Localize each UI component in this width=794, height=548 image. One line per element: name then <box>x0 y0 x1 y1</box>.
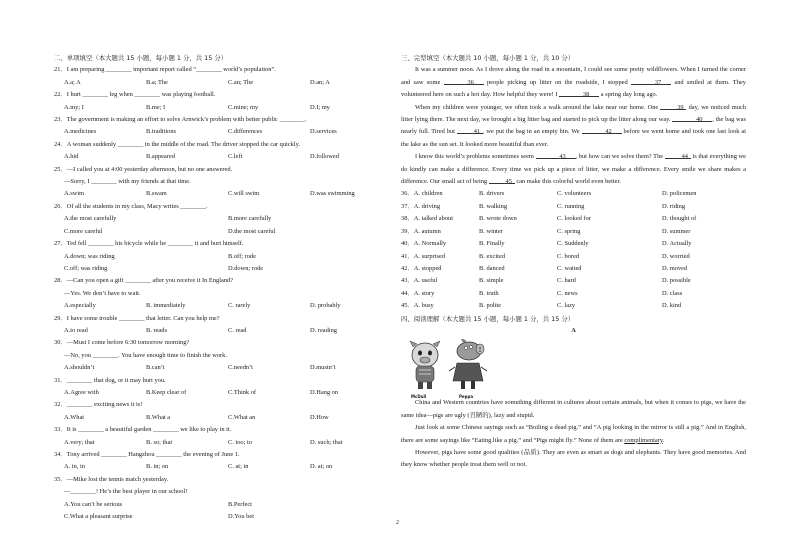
peppa-picture <box>449 339 487 391</box>
cloze-option-row <box>401 226 746 238</box>
cloze-option: D. summer <box>662 227 691 235</box>
mcdull-picture <box>407 339 443 391</box>
option: D.was swimming <box>310 190 355 198</box>
blank-41: 41 <box>457 126 483 134</box>
question-stem: 26．Of all the students in my class, Macy writes ________. <box>54 202 208 210</box>
cloze-option: 45．A. busy <box>401 302 434 310</box>
cloze-option: B. winter <box>479 227 503 235</box>
option: B.can’t <box>146 364 165 372</box>
option: A.What <box>64 413 85 421</box>
cloze-option: B. drivers <box>479 190 505 198</box>
option-row <box>54 251 392 263</box>
option: C.needn’t <box>228 364 253 372</box>
cloze-option: C. lazy <box>557 302 576 310</box>
cloze-paragraph-2: When my children were younger, we often took a walk around the lake near our home. One 39 day, we noticed much litter lying there. The next day, we brought a big litter bag and started to pick up the litter along our way. 40 , the bag was nearly full. Tired but 41 , we put the bag in an empty bin. We 42 before we went home and took one last look at the lake as the sun set. It looked more beautiful than ever. <box>401 103 747 148</box>
option-row <box>54 412 392 424</box>
question-stem: 21．I am preparing ________ important report called “________ world’s population”. <box>54 66 276 74</box>
option: A.my; I <box>64 103 84 111</box>
option: A.a; A <box>64 78 81 86</box>
cloze-option: D. riding <box>662 202 686 210</box>
cloze-option: 36．A. children <box>401 190 443 198</box>
option: C.more careful <box>64 227 103 235</box>
question-stem-reply: —________! He’s the best player in our school! <box>64 488 188 496</box>
option-row <box>54 151 392 163</box>
question-stem: 25．—I called you at 4:00 yesterday afternoon, but no one answered. <box>54 165 233 173</box>
cloze-option: 40．A. Normally <box>401 240 447 248</box>
cloze-option: 44．A. story <box>401 289 435 297</box>
option: B. in; on <box>146 463 169 471</box>
option: A.swim <box>64 190 85 198</box>
cloze-paragraph-1: It was a summer noon. As I drove along the road in a mountain, I could see some pretty wildflowers. When I turned the corner and saw some 36 people picking up litter on the roadside, I stopped 37 and smiled at them. They volunteered here on such a hot day. How helpful they were! I 38 a spring day long ago. <box>401 66 746 99</box>
question-stem: 24．A woman suddenly ________ in the middle of the road. The driver stopped the car quickly. <box>54 140 300 148</box>
option: C.What an <box>228 413 256 421</box>
option: B.swam <box>146 190 167 198</box>
question-stem: 22．I hurt ________ leg when ________ was playing football. <box>54 91 216 99</box>
cloze-option: D. Actually <box>662 240 692 248</box>
single-choice-section <box>54 52 392 523</box>
cloze-option: 37．A. driving <box>401 202 441 210</box>
option-row <box>54 511 392 523</box>
cloze-option-row <box>401 213 746 225</box>
blank-43: 43 <box>536 151 576 159</box>
cartoon-pictures <box>401 339 746 400</box>
question-stem: 23．The government is making an effort to solve Arnwick’s problem with better public ________. <box>54 116 307 124</box>
option: C. rarely <box>228 302 251 310</box>
reading-paragraph-2: Just look at some Chinese sayings such as “Boiling a dead pig.” and “A pig looking in the mirror is still a pig.” And in English, there are some sayings like “Eating like a pig.” and “Pigs might fly.” None of them are complimentary. <box>401 424 746 444</box>
option: B.a; The <box>146 78 168 86</box>
option: D. probably <box>310 302 341 310</box>
option: D.the most careful <box>228 227 276 235</box>
option-row <box>54 387 392 399</box>
cloze-option-row <box>401 238 746 250</box>
cloze-option: B. polite <box>479 302 502 310</box>
cloze-option: B. wrote down <box>479 215 517 223</box>
underlined-word: complimentary <box>624 436 663 444</box>
question-stem: 35．—Mike lost the tennis match yesterday. <box>54 475 169 483</box>
option: A.to read <box>64 326 88 334</box>
cloze-option: B. walking <box>479 202 508 210</box>
option: B. immediately <box>146 302 186 310</box>
blank-36: 36 <box>444 77 484 85</box>
option: B. so; that <box>146 438 173 446</box>
question-stem: 30．—Must I come before 6:30 tomorrow morning? <box>54 339 190 347</box>
cloze-option: D. moved <box>662 264 688 272</box>
option: C.mine; my <box>228 103 259 111</box>
cloze-option: B. truth <box>479 289 499 297</box>
cloze-option: D. policemen <box>662 190 697 198</box>
option: B.Keep clear of <box>146 388 187 396</box>
cloze-option: B. danced <box>479 264 505 272</box>
cloze-paragraph-3: I know this world’s problems sometimes seem 43 , but how can we solve them? The 44 is that everything we do kindly can make a difference. Every time we pick up a piece of litter, we make a difference. Every smile we share makes a difference. Our small act of being 45 can make this colorful world even better. <box>401 153 746 186</box>
cloze-option: 42．A. stopped <box>401 264 442 272</box>
option-row <box>54 188 392 200</box>
cloze-option: C. running <box>557 202 585 210</box>
blank-38: 38 <box>559 89 599 97</box>
option: A.the most carefully <box>64 215 117 223</box>
option: B.me; I <box>146 103 166 111</box>
cloze-option-row <box>401 300 746 312</box>
option-row <box>54 437 392 449</box>
cloze-option: C. volunteers <box>557 190 592 198</box>
cloze-option: C. waited <box>557 264 582 272</box>
option: A.You can’t be serious <box>64 500 123 508</box>
option: D.Hang on <box>310 388 339 396</box>
cloze-option: C. bored <box>557 252 580 260</box>
blank-40: 40 <box>672 114 712 122</box>
option: C. read <box>228 326 247 334</box>
option: C.off; was riding <box>64 264 108 272</box>
option: D. such; that <box>310 438 343 446</box>
option: D.followed <box>310 153 339 161</box>
option: D.mustn’t <box>310 364 336 372</box>
blank-37: 37 <box>631 77 671 85</box>
cloze-option: C. spring <box>557 227 581 235</box>
option-row <box>54 499 392 511</box>
cloze-option: D. possible <box>662 277 691 285</box>
cloze-option: 43．A. useful <box>401 277 438 285</box>
mcdull-label: McDull <box>411 394 427 400</box>
option-row <box>54 213 392 225</box>
option: D.How <box>310 413 329 421</box>
option: D.down; rode <box>228 264 264 272</box>
option: B.more carefully <box>228 215 272 223</box>
reading-paragraph-1: China and Western countries have something different in cultures about certain animals, but when it comes to pigs, we have the same idea—pigs are ugly (丑陋的), lazy and stupid. <box>401 399 746 419</box>
option: B.off; rode <box>228 252 256 260</box>
cloze-option: B. excited <box>479 252 505 260</box>
option-row <box>54 325 392 337</box>
question-stem: 28．—Can you open a gift ________ after you receive it In England? <box>54 277 234 285</box>
cloze-option: 38．A. talked about <box>401 215 454 223</box>
question-stem: 34．Tony arrived ________ Hangzhou ________ the evening of June 1. <box>54 451 240 458</box>
peppa-label: Peppa <box>459 394 474 400</box>
cloze-option: C. news <box>557 289 578 297</box>
option: B.What a <box>146 413 171 421</box>
option: C.an; The <box>228 78 254 86</box>
option: B.Perfect <box>228 500 252 508</box>
cloze-option-row <box>401 263 746 275</box>
cloze-option: D. worried <box>662 252 690 260</box>
option: B. reads <box>146 326 167 334</box>
cloze-option-row <box>401 275 746 287</box>
cloze-option: 41．A. surprised <box>401 252 446 260</box>
question-stem: 32．________ exciting news it is! <box>54 401 143 409</box>
question-stem: 27．Ted fell ________ his bicycle while he ________ it and hurt himself. <box>54 240 244 248</box>
cloze-option: D. class <box>662 289 683 297</box>
option-row <box>54 102 392 114</box>
option: A.very; that <box>64 438 95 446</box>
option: C.will swim <box>228 190 260 198</box>
cloze-option: C. looked for <box>557 215 591 223</box>
option: A.Agree with <box>64 388 99 396</box>
option-row <box>54 226 392 238</box>
cloze-option-row <box>401 288 746 300</box>
option: D.services <box>310 128 337 136</box>
option: A.shouldn’t <box>64 364 95 372</box>
passage-label: A <box>571 326 576 334</box>
blank-44: 44 <box>665 151 691 159</box>
cloze-option: C. Suddenly <box>557 240 589 248</box>
blank-42: 42 <box>582 126 622 134</box>
option: B.appeared <box>146 153 175 161</box>
option-row <box>54 461 392 473</box>
option: D. reading <box>310 326 337 334</box>
question-stem: 33．It is ________ a beautiful garden ________ we like to play in it. <box>54 426 232 434</box>
cloze-section <box>401 52 746 472</box>
option-row <box>54 263 392 275</box>
cloze-option-row <box>401 188 746 200</box>
reading-section-title: 四、阅读理解（本大题共 15 小题，每小题 1 分，共 15 分） <box>401 314 575 323</box>
option: D.You bet <box>228 513 254 521</box>
question-stem-reply: —Yes. We don’t have to wait. <box>64 289 141 297</box>
cloze-options <box>401 188 746 312</box>
option: A.down; was riding <box>64 252 115 260</box>
option-row <box>54 300 392 312</box>
option: C.What a pleasant surprise <box>64 513 133 521</box>
blank-39: 39 <box>660 102 686 110</box>
reading-paragraph-3: However, pigs have some good qualities (品质). They are even as smart as dogs and elephants. They have good memories. And they know whether people treat them well or not. <box>401 448 746 469</box>
option: A. in, in <box>64 463 85 471</box>
cloze-option: C. hard <box>557 277 576 285</box>
cloze-option: 39．A. autumn <box>401 227 441 235</box>
option: C. at; in <box>228 463 249 471</box>
option: A.medicines <box>64 128 97 136</box>
cloze-option: D. kind <box>662 302 682 310</box>
option: C.Think of <box>228 388 257 396</box>
cloze-option-row <box>401 201 746 213</box>
cloze-option: D. thought of <box>662 215 697 223</box>
option: A.especially <box>64 302 96 310</box>
option-row <box>54 362 392 374</box>
cloze-option: B. Finally <box>479 240 505 248</box>
option: D. at; on <box>310 463 333 471</box>
option: C. too; to <box>228 438 252 446</box>
option: D.an; A <box>310 78 330 86</box>
option: A.hid <box>64 153 79 161</box>
cloze-option-row <box>401 251 746 263</box>
section-title: 三、完型填空（本大题共 10 小题，每小题 1 分，共 10 分） <box>401 54 575 62</box>
section-title: 二、单项填空（本大题共 15 小题，每小题 1 分，共 15 分） <box>54 54 228 62</box>
option: B.traditions <box>146 128 176 136</box>
option: D.I; my <box>310 103 330 111</box>
option: C.differences <box>228 128 263 136</box>
question-stem: 29．I have some trouble ________ that letter. Can you help me? <box>54 314 220 322</box>
question-list <box>54 64 392 523</box>
question-stem: 31．________ that dog, or it may hurt you. <box>54 376 166 384</box>
option-row <box>54 126 392 138</box>
question-stem-reply: —Sorry, I ________ with my friends at that time. <box>64 178 191 186</box>
page-number: 2 <box>396 520 399 526</box>
blank-45: 45 <box>489 176 515 184</box>
question-stem-reply: —No, you ________. You have enough time to finish the work. <box>64 351 227 359</box>
option-row <box>54 77 392 89</box>
cloze-option: B. simple <box>479 277 504 285</box>
option: C.left <box>228 153 243 161</box>
